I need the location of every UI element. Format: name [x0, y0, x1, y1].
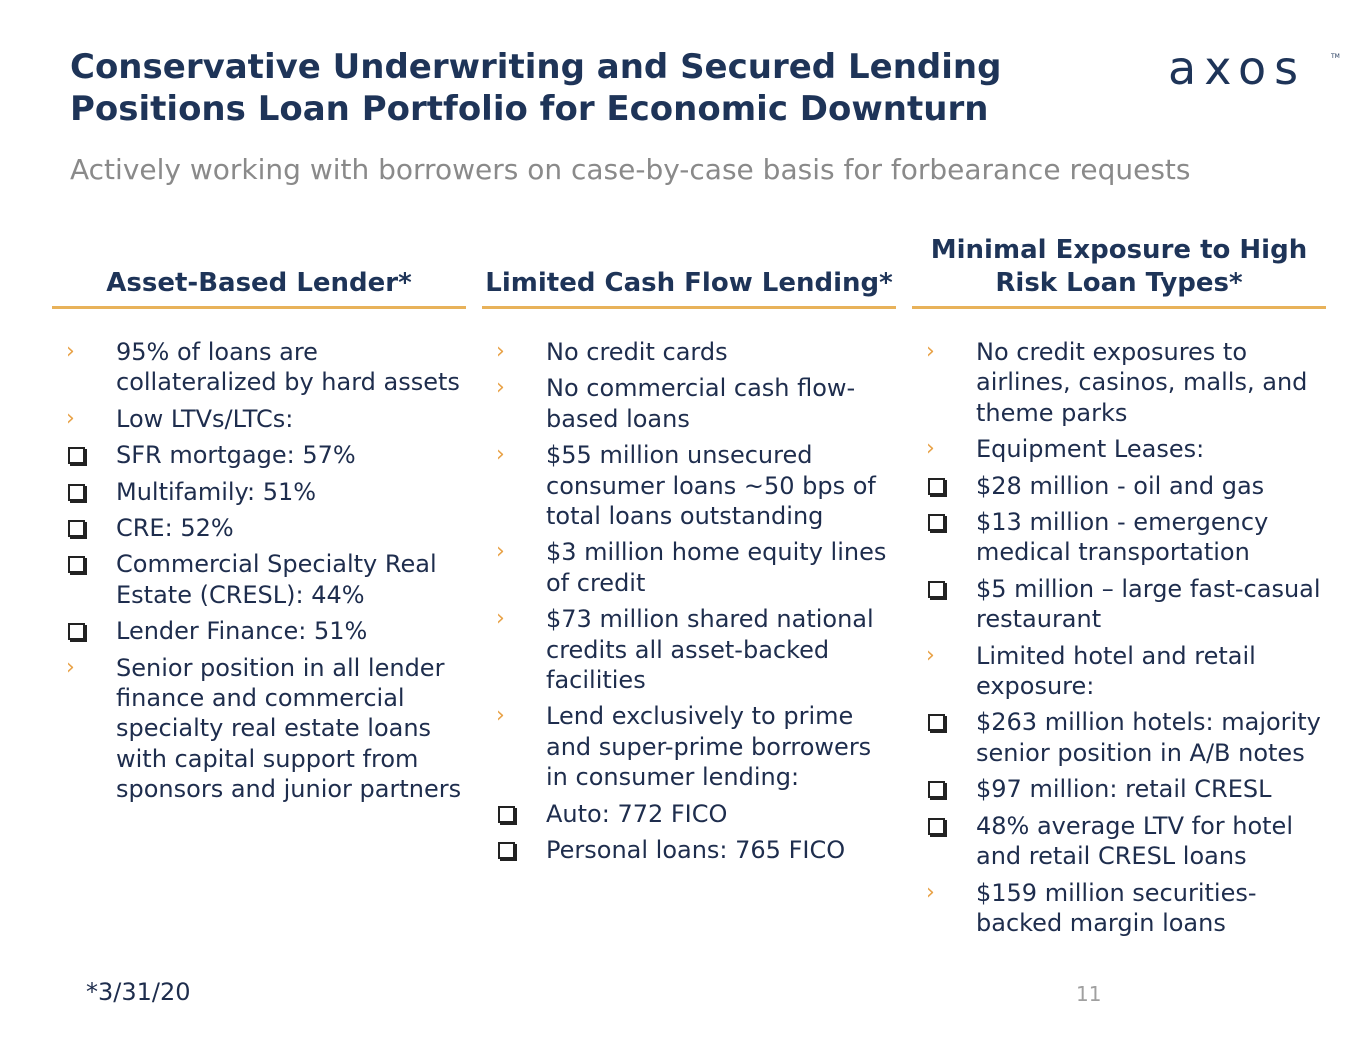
list-item-text: $263 million hotels: majority senior position in A/B notes: [976, 708, 1321, 767]
column-heading-text: Limited Cash Flow Lending*: [485, 268, 893, 298]
column-heading-text: Minimal Exposure to High Risk Loan Types*: [930, 235, 1308, 298]
list-item-text: CRE: 52%: [116, 514, 234, 543]
checkbox-square-icon: [66, 440, 90, 470]
list-item: [482, 337, 896, 367]
list-item: [912, 641, 1326, 702]
list-item-text: SFR mortgage: 57%: [116, 441, 356, 470]
list-item: [912, 774, 1326, 804]
chevron-right-icon: ›: [926, 436, 935, 462]
checkbox-square-icon: [926, 507, 950, 537]
axos-logo: [1168, 44, 1343, 96]
checkbox-square-icon: [66, 513, 90, 543]
list-item: [52, 440, 466, 470]
list-item-text: $159 million securities-backed margin loans: [976, 878, 1257, 937]
checkbox-square-icon: [926, 471, 950, 501]
slide-subtitle: Actively working with borrowers on case-by-case basis for forbearance requests: [70, 153, 1191, 186]
column-asset-based-lender: [52, 224, 466, 811]
list-item-text: No commercial cash flow-based loans: [546, 374, 856, 433]
column-heading: [482, 224, 896, 309]
list-item-text: Lender Finance: 51%: [116, 617, 368, 646]
list-item: [52, 616, 466, 646]
list-item: [52, 337, 466, 398]
list-item-text: Low LTVs/LTCs:: [116, 404, 294, 433]
list-item: [912, 574, 1326, 635]
bullet-list: [52, 337, 466, 805]
list-item-text: Personal loans: 765 FICO: [546, 836, 846, 865]
chevron-right-icon: ›: [496, 339, 505, 364]
column-heading-text: Asset-Based Lender*: [106, 268, 412, 298]
checkbox-square-icon: [926, 774, 950, 804]
checkbox-square-icon: [66, 477, 90, 507]
list-item-text: $5 million – large fast-casual restaurant: [976, 574, 1321, 634]
list-item: [482, 799, 896, 829]
checkbox-square-icon: [66, 616, 90, 646]
list-item: [912, 707, 1326, 768]
column-heading: [52, 224, 466, 309]
list-item-text: 95% of loans are collateralized by hard assets: [116, 338, 460, 397]
chevron-right-icon: ›: [496, 539, 505, 565]
list-item: [912, 434, 1326, 464]
checkbox-square-icon: [926, 707, 950, 737]
list-item-text: $13 million - emergency medical transportation: [976, 508, 1269, 567]
list-item: [912, 811, 1326, 872]
list-item-text: Commercial Specialty Real Estate (CRESL): 44%: [116, 550, 437, 609]
chevron-right-icon: ›: [496, 442, 505, 468]
bullet-list: [912, 337, 1326, 938]
chevron-right-icon: ›: [926, 642, 935, 668]
chevron-right-icon: ›: [66, 405, 75, 431]
svg-text:axos: axos: [1168, 44, 1307, 95]
list-item: [52, 513, 466, 543]
list-item: [482, 701, 896, 792]
list-item: [482, 440, 896, 531]
list-item-text: $28 million - oil and gas: [976, 471, 1265, 500]
chevron-right-icon: ›: [496, 375, 505, 401]
list-item-text: Limited hotel and retail exposure:: [976, 641, 1256, 701]
list-item-text: $73 million shared national credits all asset-backed facilities: [546, 605, 874, 695]
list-item-text: Equipment Leases:: [976, 435, 1205, 464]
svg-text:TM: TM: [1331, 53, 1340, 60]
chevron-right-icon: ›: [496, 703, 505, 729]
chevron-right-icon: ›: [926, 879, 935, 905]
list-item: [482, 373, 896, 434]
chevron-right-icon: ›: [66, 654, 75, 680]
slide-title: Conservative Underwriting and Secured Lending Positions Loan Portfolio for Economic Downturn: [70, 47, 1002, 129]
list-item: [52, 549, 466, 610]
list-item-text: Multifamily: 51%: [116, 477, 317, 506]
list-item-text: $55 million unsecured consumer loans ~50 bps of total loans outstanding: [546, 441, 876, 531]
list-item-text: $97 million: retail CRESL: [976, 775, 1272, 804]
list-item-text: 48% average LTV for hotel and retail CRESL loans: [976, 811, 1293, 871]
list-item-text: Lend exclusively to prime and super-prime borrowers in consumer lending:: [546, 702, 872, 792]
checkbox-square-icon: [926, 574, 950, 604]
list-item: [912, 507, 1326, 568]
bullet-list: [482, 337, 896, 866]
list-item-text: No credit exposures to airlines, casinos, malls, and theme parks: [976, 338, 1308, 427]
checkbox-square-icon: [496, 799, 520, 829]
list-item: [912, 471, 1326, 501]
footnote: *3/31/20: [86, 978, 191, 1006]
chevron-right-icon: ›: [496, 606, 505, 632]
list-item: [912, 337, 1326, 428]
list-item: [912, 878, 1326, 939]
list-item: [52, 477, 466, 507]
column-limited-cash-flow: [482, 224, 896, 872]
column-minimal-exposure: [912, 224, 1326, 944]
list-item-text: Senior position in all lender finance and commercial specialty real estate loans with capital support from sponsors and junior partners: [116, 653, 462, 804]
list-item: [482, 537, 896, 598]
checkbox-square-icon: [66, 549, 90, 579]
list-item: [52, 653, 466, 805]
list-item: [52, 404, 466, 434]
list-item-text: $3 million home equity lines of credit: [546, 538, 887, 597]
list-item-text: Auto: 772 FICO: [546, 799, 728, 828]
column-heading: [912, 224, 1326, 309]
checkbox-square-icon: [926, 811, 950, 841]
chevron-right-icon: ›: [926, 339, 935, 364]
chevron-right-icon: ›: [66, 339, 75, 364]
page-number: 11: [1076, 982, 1102, 1006]
list-item-text: No credit cards: [546, 338, 728, 366]
checkbox-square-icon: [496, 835, 520, 865]
list-item: [482, 835, 896, 865]
list-item: [482, 604, 896, 695]
